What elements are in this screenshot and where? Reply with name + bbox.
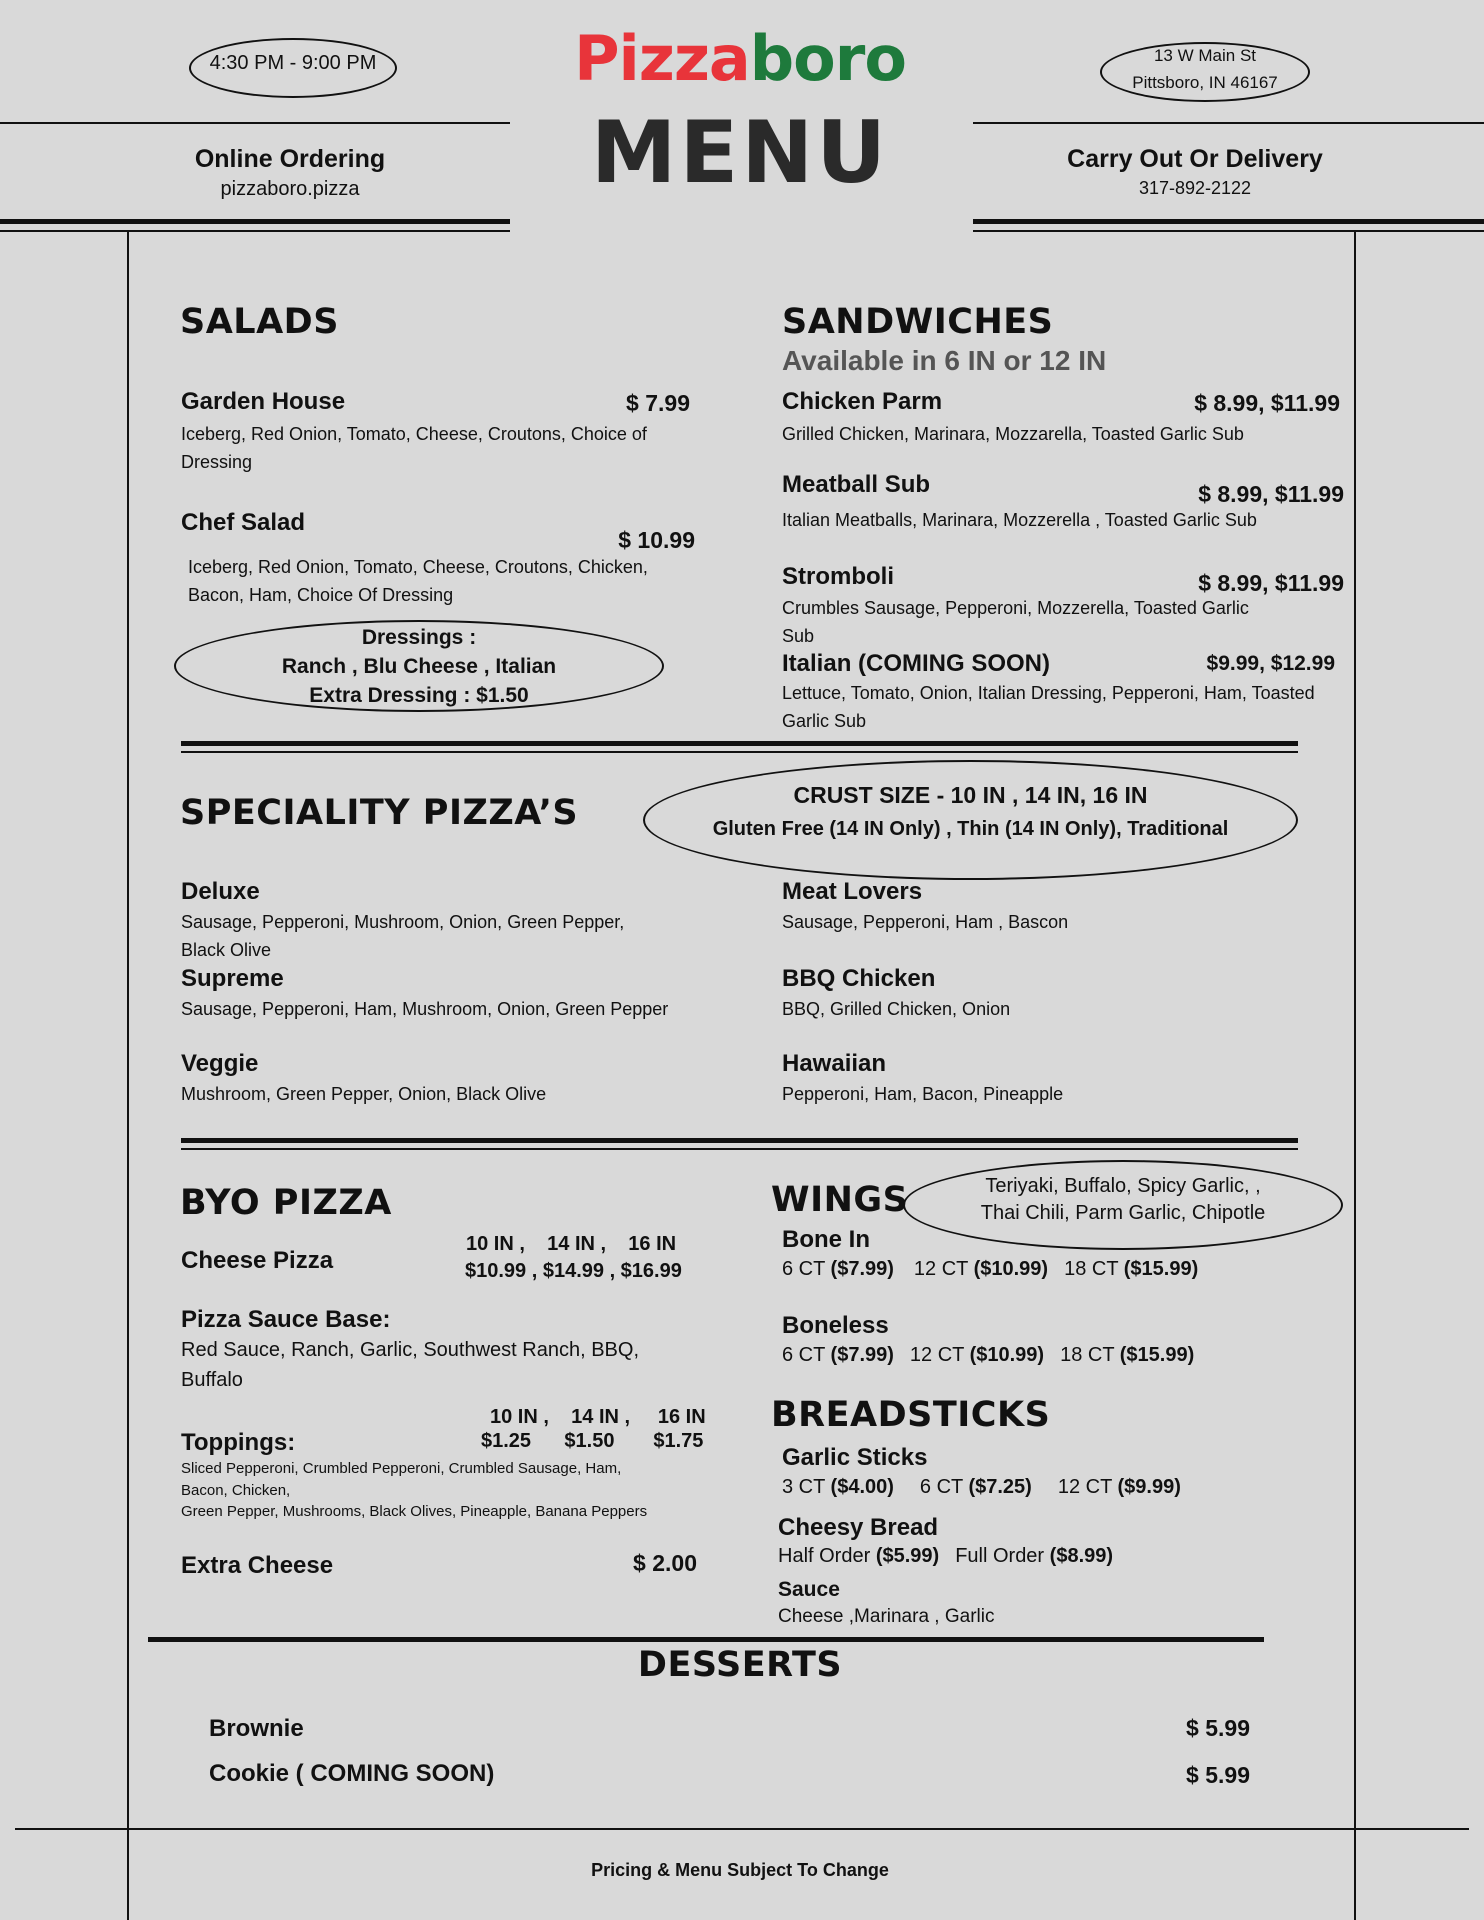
address-line1: 13 W Main St [1153, 46, 1257, 65]
sauce-base-title: Pizza Sauce Base: [181, 1306, 391, 1333]
header-rule-left-bottom [0, 219, 510, 224]
wing-option: 6 CT ($7.99) [782, 1258, 894, 1280]
pizza-item-desc: BBQ, Grilled Chicken, Onion [782, 999, 1011, 1019]
section-divider [181, 1138, 1298, 1143]
cheesy-bread-title: Cheesy Bread [778, 1514, 939, 1541]
sandwich-item-name: Chicken Parm [782, 388, 943, 415]
toppings-sizes: 10 IN , 14 IN , 16 IN [490, 1406, 706, 1428]
sandwich-item-name: Meatball Sub [782, 471, 931, 498]
pizza-item-name: Hawaiian [782, 1050, 887, 1077]
brand-name-part1: Pizza [574, 22, 750, 95]
dressings-title: Dressings : [361, 626, 477, 649]
extra-cheese-price: $ 2.00 [633, 1550, 697, 1576]
header-rule-right-top [973, 122, 1484, 124]
header-rule-right-bottom-thin [973, 230, 1484, 232]
wing-option: 18 CT ($15.99) [1060, 1344, 1195, 1366]
pizza-item-desc: Pepperoni, Ham, Bacon, Pineapple [782, 1084, 1064, 1104]
crust-title: CRUST SIZE - 10 IN , 14 IN, 16 IN [793, 782, 1148, 808]
salad-item-name: Garden House [181, 388, 346, 415]
sandwich-item-desc: Italian Meatballs, Marinara, Mozzerella , Toasted Garlic Sub [782, 510, 1257, 530]
desserts-heading: DESSERTS [637, 1645, 843, 1685]
header-rule-right-bottom [973, 219, 1484, 224]
toppings-title: Toppings: [181, 1429, 296, 1456]
sandwich-item-price: $9.99, $12.99 [1206, 652, 1335, 675]
frame-right-line [1354, 232, 1356, 1920]
sauce-list: Cheese ,Marinara , Garlic [778, 1606, 995, 1627]
footer-rule [15, 1828, 1469, 1830]
section-divider-thin [181, 751, 1298, 753]
toppings-prices: $1.25 $1.50 $1.75 [481, 1430, 704, 1452]
sandwich-item-desc: Crumbles Sausage, Pepperoni, Mozzerella, Toasted Garlic Sub [782, 598, 1249, 646]
page-title: MENU [590, 103, 890, 203]
bone-in-title: Bone In [782, 1226, 870, 1253]
sauce-title: Sauce [778, 1578, 840, 1601]
online-ordering-url[interactable]: pizzaboro.pizza [220, 178, 360, 200]
pizza-item-desc: Sausage, Pepperoni, Ham, Mushroom, Onion, Green Pepper [181, 999, 669, 1019]
salad-item-name: Chef Salad [181, 509, 306, 536]
sandwich-item-price: $ 8.99, $11.99 [1198, 570, 1344, 596]
garlic-sticks-title: Garlic Sticks [782, 1444, 928, 1471]
wing-option: 12 CT ($10.99) [909, 1344, 1045, 1366]
salad-item-desc: Iceberg, Red Onion, Tomato, Cheese, Croutons, Choice of Dressing [181, 424, 647, 472]
header-rule-left-bottom-thin [0, 230, 510, 232]
section-divider [181, 741, 1298, 746]
hours: 4:30 PM - 9:00 PM [209, 52, 377, 74]
dressings-list: Ranch , Blu Cheese , Italian [281, 655, 557, 678]
wing-flavors-line2: Thai Chili, Parm Garlic, Chipotle [980, 1202, 1266, 1224]
pizza-item-name: BBQ Chicken [782, 965, 936, 992]
wings-heading: WINGS [771, 1180, 909, 1220]
garlic-sticks-options [782, 1476, 1181, 1499]
sandwiches-subtitle: Available in 6 IN or 12 IN [782, 345, 1107, 376]
pizza-item-desc: Sausage, Pepperoni, Mushroom, Onion, Green Pepper, Black Olive [181, 912, 625, 960]
carry-out-label: Carry Out Or Delivery [1067, 145, 1323, 173]
breadstick-option: 6 CT ($7.25) [919, 1476, 1032, 1498]
desserts-divider [148, 1637, 1264, 1642]
breadstick-option: 3 CT ($4.00) [782, 1476, 894, 1498]
sauce-base-list: Red Sauce, Ranch, Garlic, Southwest Ranch, BBQ, Buffalo [181, 1339, 639, 1391]
salad-item-price: $ 10.99 [618, 527, 695, 553]
pizza-item-name: Veggie [181, 1050, 259, 1077]
address-line2: Pittsboro, IN 46167 [1132, 73, 1278, 92]
byo-heading: BYO PIZZA [180, 1183, 392, 1223]
cheese-pizza-prices: $10.99 , $14.99 , $16.99 [465, 1260, 682, 1282]
sandwich-item-name: Stromboli [782, 563, 894, 590]
frame-left-line [127, 232, 129, 1920]
phone-number[interactable]: 317-892-2122 [1138, 178, 1252, 198]
cheesy-bread-options [778, 1545, 1113, 1568]
wing-option: 6 CT ($7.99) [782, 1344, 894, 1366]
toppings-list-line1: Sliced Pepperoni, Crumbled Pepperoni, Crumbled Sausage, Ham, Bacon, Chicken, [181, 1460, 622, 1499]
online-ordering-label: Online Ordering [194, 145, 386, 173]
pizza-item-desc: Sausage, Pepperoni, Ham , Bascon [782, 912, 1069, 932]
bone-in-options [782, 1258, 1198, 1281]
pizza-item-name: Deluxe [181, 878, 260, 905]
breadstick-option: Full Order ($8.99) [955, 1545, 1114, 1567]
dessert-item-name: Cookie ( COMING SOON) [209, 1760, 495, 1787]
sandwich-item-desc: Lettuce, Tomato, Onion, Italian Dressing, Pepperoni, Ham, Toasted Garlic Sub [782, 683, 1315, 731]
pizza-item-name: Meat Lovers [782, 878, 923, 905]
header-rule-left-top [0, 122, 510, 124]
salad-item-price: $ 7.99 [626, 390, 690, 416]
dressings-extra: Extra Dressing : $1.50 [309, 684, 529, 707]
sandwiches-heading: SANDWICHES [782, 302, 1054, 342]
sandwich-item-price: $ 8.99, $11.99 [1194, 390, 1340, 416]
sandwich-item-price: $ 8.99, $11.99 [1198, 481, 1344, 507]
boneless-title: Boneless [782, 1312, 889, 1339]
dessert-item-name: Brownie [209, 1715, 304, 1742]
crust-options: Gluten Free (14 IN Only) , Thin (14 IN Only), Traditional [712, 818, 1229, 840]
sandwich-item-desc: Grilled Chicken, Marinara, Mozzarella, Toasted Garlic Sub [782, 424, 1244, 444]
cheese-pizza-name: Cheese Pizza [181, 1247, 334, 1274]
extra-cheese-name: Extra Cheese [181, 1552, 334, 1579]
salads-heading: SALADS [180, 302, 339, 342]
wing-flavors-line1: Teriyaki, Buffalo, Spicy Garlic, , [985, 1175, 1261, 1197]
sandwich-item-name: Italian (COMING SOON) [782, 650, 1051, 677]
breadsticks-heading: BREADSTICKS [771, 1395, 1051, 1435]
brand-logo [520, 22, 960, 95]
pizza-item-desc: Mushroom, Green Pepper, Onion, Black Olive [181, 1084, 547, 1104]
specialty-heading: SPECIALITY PIZZA’S [180, 793, 579, 833]
section-divider-thin [181, 1148, 1298, 1150]
wing-option: 12 CT ($10.99) [913, 1258, 1049, 1280]
brand-name-part2: boro [749, 22, 906, 95]
cheese-pizza-sizes: 10 IN , 14 IN , 16 IN [466, 1233, 677, 1255]
dessert-item-price: $ 5.99 [1186, 1715, 1250, 1741]
salad-item-desc: Iceberg, Red Onion, Tomato, Cheese, Croutons, Chicken, Bacon, Ham, Choice Of Dressing [188, 557, 648, 605]
boneless-options [782, 1344, 1194, 1367]
breadstick-option: Half Order ($5.99) [778, 1545, 940, 1567]
dessert-item-price: $ 5.99 [1186, 1762, 1250, 1788]
pizza-item-name: Supreme [181, 965, 284, 992]
footer-note: Pricing & Menu Subject To Change [591, 1860, 889, 1880]
toppings-list-line2: Green Pepper, Mushrooms, Black Olives, Pineapple, Banana Peppers [181, 1503, 648, 1520]
wing-option: 18 CT ($15.99) [1064, 1258, 1199, 1280]
breadstick-option: 12 CT ($9.99) [1057, 1476, 1181, 1498]
